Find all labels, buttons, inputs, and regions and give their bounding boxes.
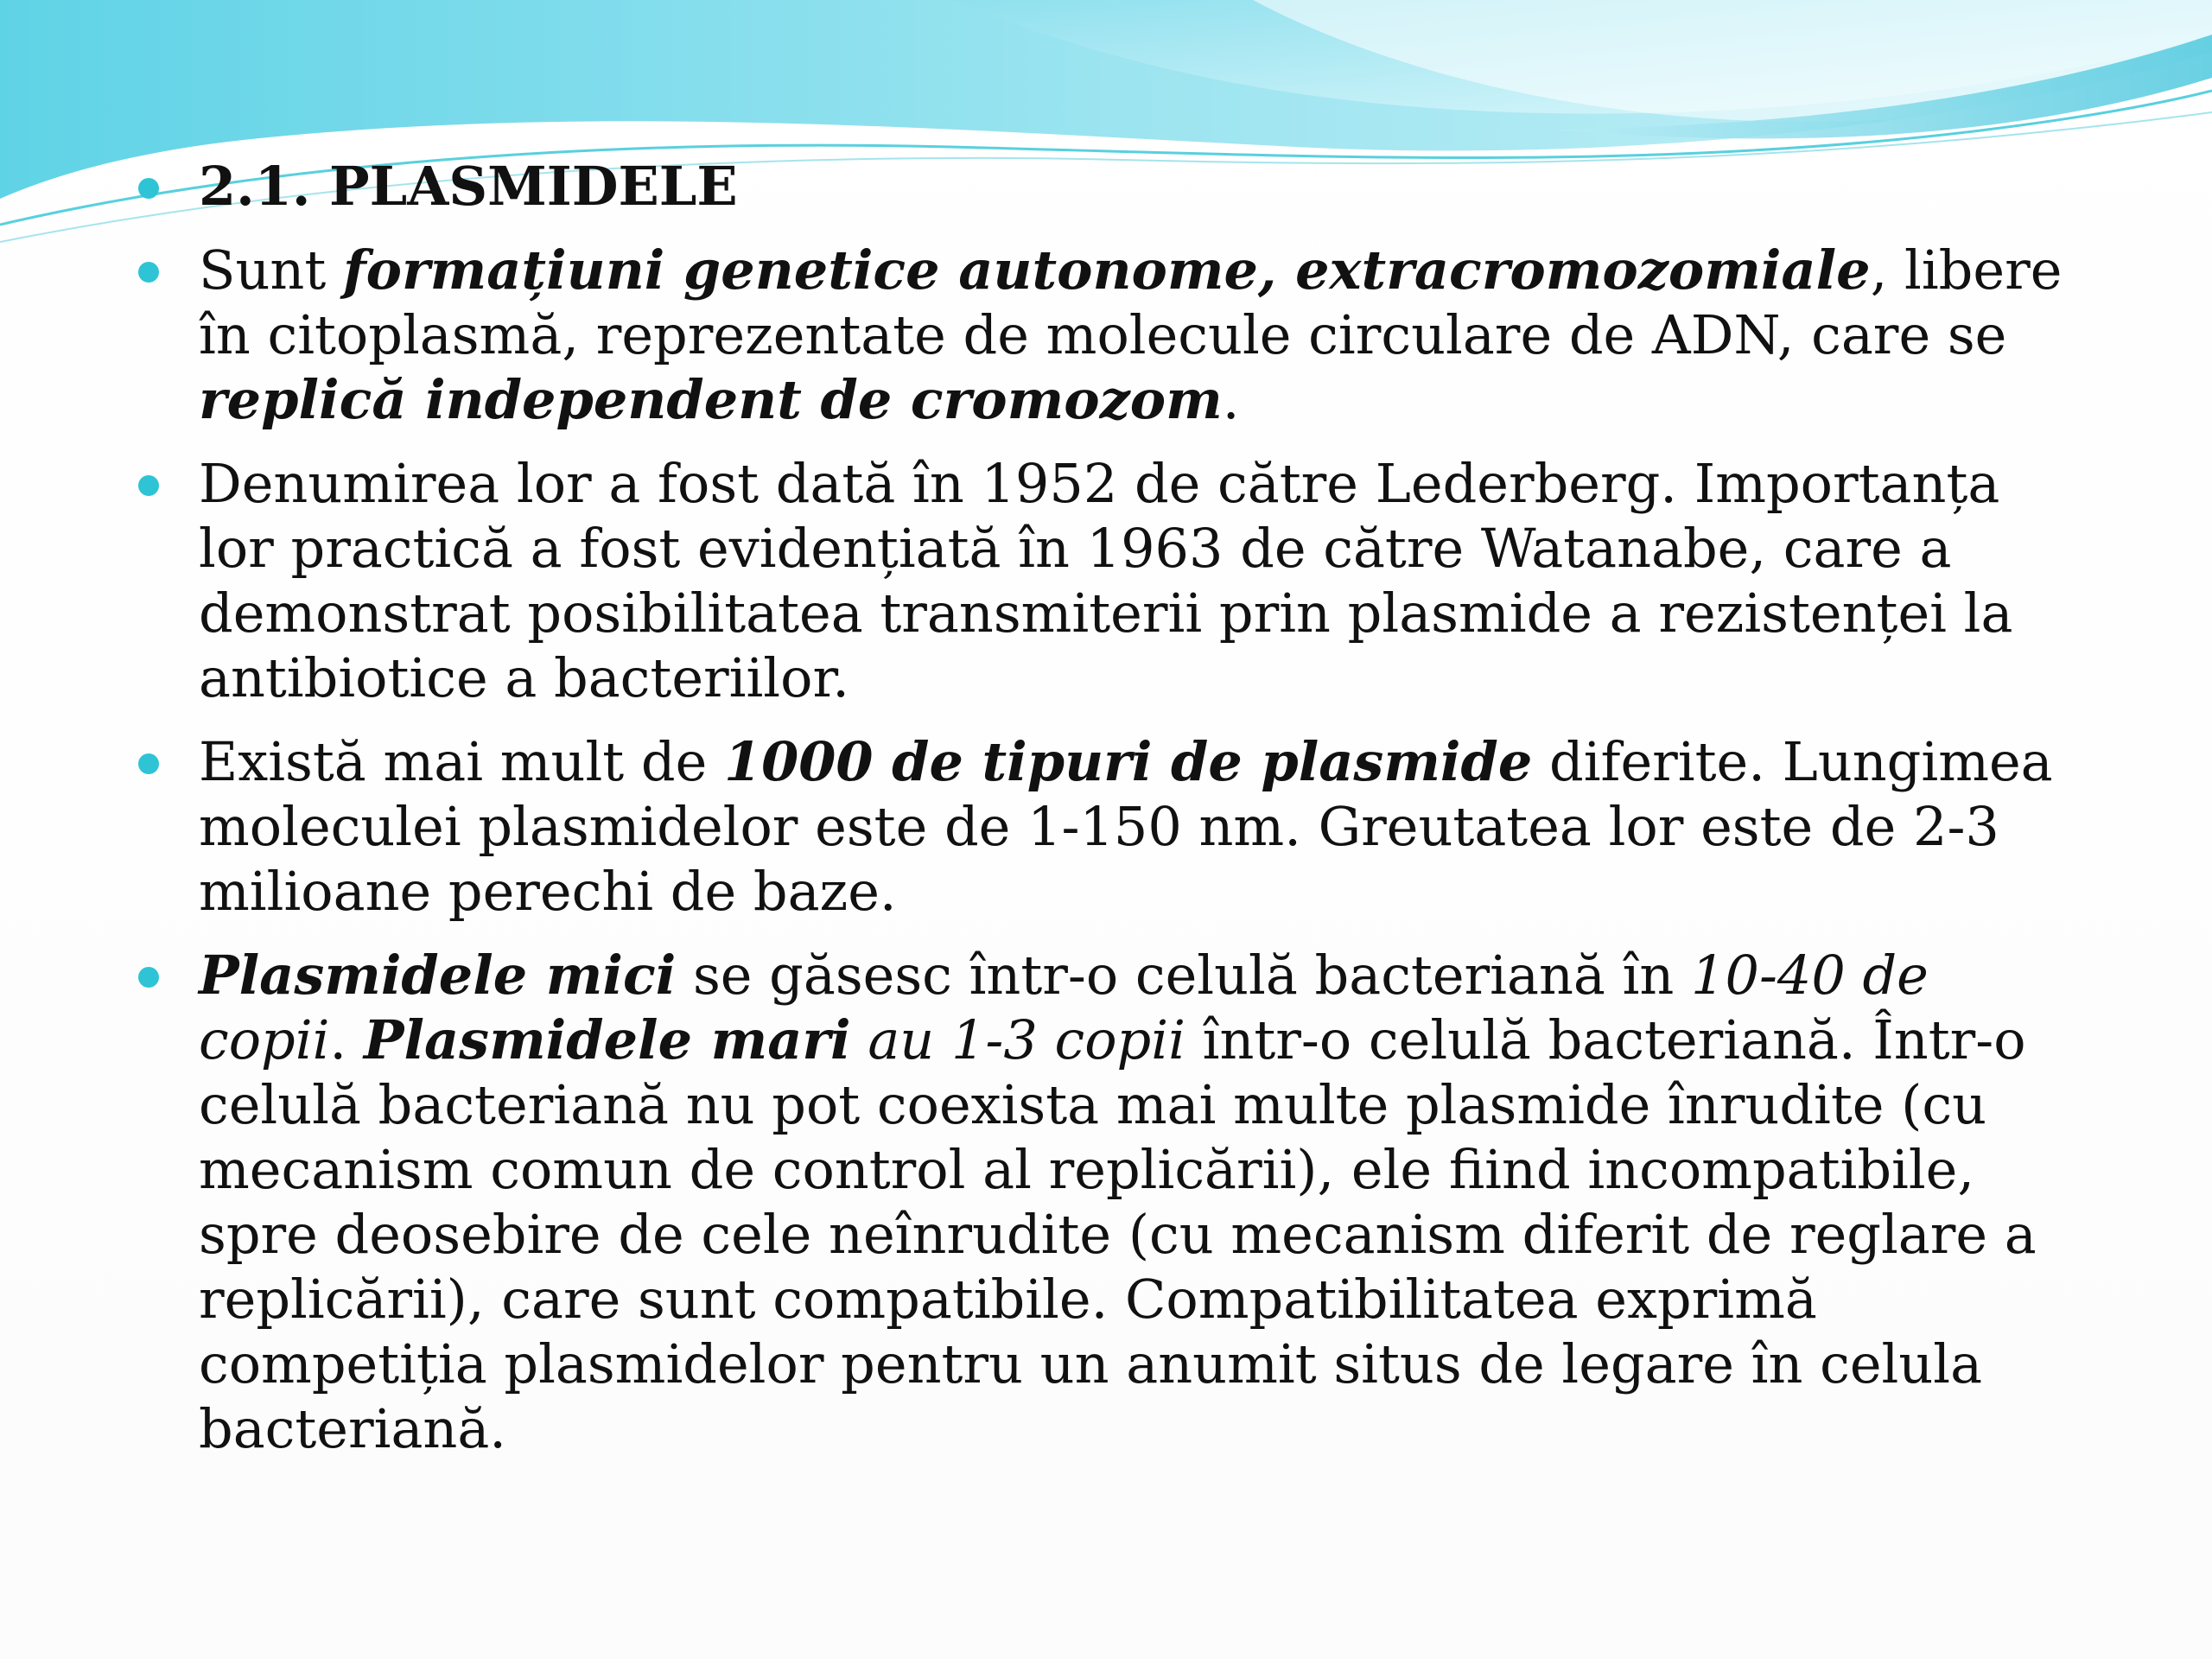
bullet-item-history: [138, 451, 2091, 710]
emphasis-text: replică independent de cromozom: [199, 368, 1223, 431]
text-run: într-o celulă bacteriană. Într-o celulă bacteriană nu pot coexista mai multe plasmide înrudite (cu mecanism comun de control al replicării), ele fiind incompatibile, spre deosebire de cele neînrudite (cu mecanism diferit de reglare a replicării), care sunt compatibile. Compatibilitatea exprimă competiția plasmidelor pentru un anumit situs de legare în celula bacteriană.: [199, 1008, 2037, 1460]
emphasis-text: Plasmidele mari: [363, 1008, 851, 1071]
bullet-dot-icon: [138, 967, 159, 988]
text-run: , libere în citoplasmă, reprezentate de molecule circulare de ADN, care se: [199, 238, 2063, 366]
bullet-item-types: [138, 729, 2091, 924]
text-run: Există mai mult de: [199, 730, 725, 793]
text-run: diferite. Lungimea moleculei plasmidelor este de 1-150 nm. Greutatea lor este de 2-3 milioane perechi de baze.: [199, 730, 2053, 923]
bullet-dot-icon: [138, 262, 159, 283]
text-run: .: [1222, 368, 1240, 431]
text-run: .: [329, 1008, 364, 1071]
bullet-item-copies: [138, 943, 2091, 1461]
bullet-dot-icon: [138, 753, 159, 774]
emphasis-text: Plasmidele mici: [199, 944, 677, 1007]
emphasis-text: formațiuni genetice autonome, extracromozomiale: [342, 238, 1871, 302]
slide-content: [138, 154, 2091, 1480]
bullet-dot-icon: [138, 475, 159, 496]
italic-text: 10-40 de copii: [199, 944, 1929, 1071]
italic-text: au 1-3 copii: [868, 1008, 1185, 1071]
bullet-item-definition: [138, 238, 2091, 432]
emphasis-text: 1000 de tipuri de plasmide: [724, 730, 1533, 793]
text-run: Sunt: [199, 238, 343, 302]
text-run: Denumirea lor a fost dată în 1952 de către Lederberg. Importanța lor practică a fost evidențiată în 1963 de către Watanabe, care a demonstrat posibilitatea transmiterii prin plasmide a rezistenței la antibiotice a bacteriilor.: [199, 452, 2013, 709]
bullet-item-title: [138, 154, 2091, 219]
text-run: se găsesc într-o celulă bacteriană în: [676, 944, 1692, 1007]
slide-title: 2.1. PLASMIDELE: [199, 155, 738, 218]
text-run: [851, 1008, 868, 1071]
bullet-dot-icon: [138, 178, 159, 199]
